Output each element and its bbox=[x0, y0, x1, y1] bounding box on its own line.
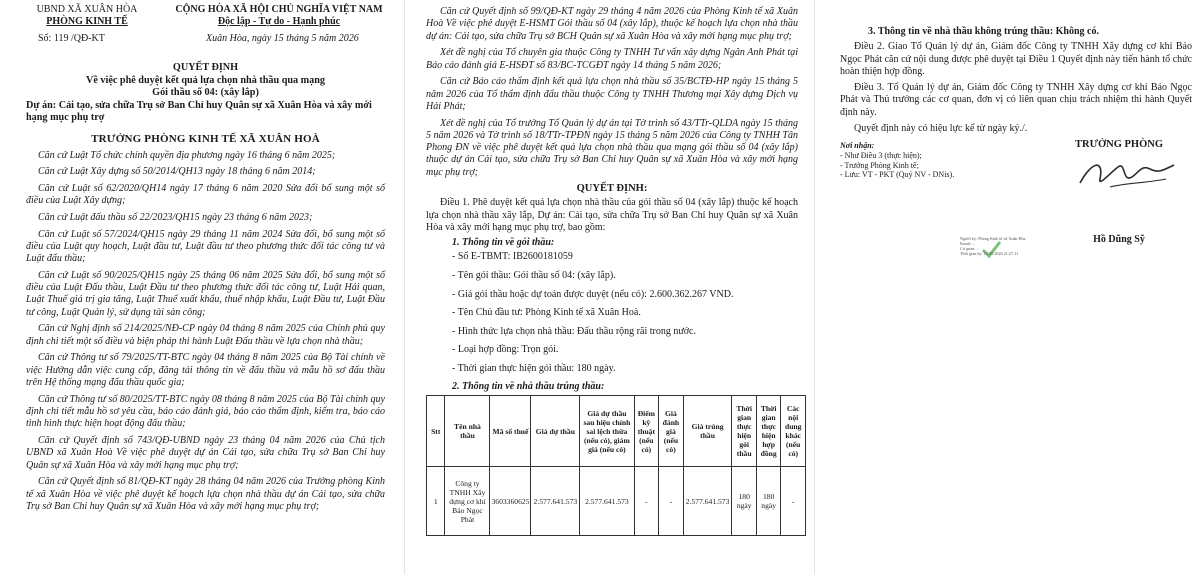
digital-signature-stamp bbox=[960, 236, 1080, 268]
national-title bbox=[164, 4, 394, 28]
legal-basis: Căn cứ Luật số 62/2020/QH14 ngày 17 tháng 6 năm 2020 Sửa đổi bổ sung một số điều của Luật Xây dựng; bbox=[26, 182, 385, 207]
legal-basis: Căn cứ Thông tư số 79/2025/TT-BTC ngày 04 tháng 8 năm 2025 của Bộ Tài chính về việc Hướng dẫn việc cung cấp, đăng tải thông tin về đấu thầu và mẫu hồ sơ đấu thầu trên Hệ thống mạng đấu thầu quốc gia; bbox=[26, 352, 385, 388]
signer-name: Hồ Dũng Sỹ bbox=[1093, 234, 1145, 246]
legal-basis: Căn cứ Quyết định số 743/QĐ-UBND ngày 23 tháng 04 năm 2026 của Chủ tịch UBND xã Xuân Hoà Về việc phê duyệt dự án Cải tạo, sửa chữa Trụ sở Ban Chỉ huy Quân sự xã Xuân Hòa và xây mới hạng mục phụ trợ; bbox=[26, 434, 385, 471]
package-info-item: - Loại hợp đồng: Trọn gói. bbox=[452, 344, 559, 356]
package-info-item: - Hình thức lựa chọn nhà thầu: Đấu thầu rộng rãi trong nước. bbox=[452, 325, 696, 337]
stamp-line: Người ký: Phòng Kinh tế xã Xuân Hòa bbox=[960, 236, 1026, 241]
legal-basis: Xét đề nghị của Tổ chuyên gia thuộc Công ty TNHH Tư vấn xây dựng Ngân Anh Phát tại Báo cáo đánh giá E-HSĐT số 83/BC-TCGĐT ngày 14 tháng 5 năm 2026; bbox=[426, 47, 798, 71]
document-page-1 bbox=[0, 0, 395, 574]
table-header-row bbox=[427, 396, 806, 467]
article-3: Điều 3. Tổ Quản lý dự án, Giám đốc Công ty TNHH Xây dựng cơ khí Bảo Ngọc Phát và Thủ trưởng các cơ quan, đơn vị có liên quan chịu trách nhiệm thi hành Quyết định này. bbox=[840, 82, 1192, 118]
table-cell: 3603360625 bbox=[490, 467, 531, 536]
table-header: Thời gian thực hiện gói thầu bbox=[732, 396, 756, 467]
package-info-list bbox=[426, 251, 798, 375]
legal-basis: Căn cứ Luật số 90/2025/QH15 ngày 25 tháng 06 năm 2025 Sửa đổi, bổ sung một số điều của Luật Đấu thầu, Luật Đầu tư theo phương thức đối tác công tư, Luật Hải quan, Luật Thuế giá trị gia tăng, Luật Thuế xuất khẩu, thuế nhập khẩu, Luật Đầu tư, Luật Đầu tư công, Luật Quản lý, sử dụng tài sản công; bbox=[26, 269, 385, 318]
decision-title: QUYẾT ĐỊNH bbox=[172, 62, 239, 73]
recipients bbox=[840, 141, 1030, 179]
section-package-info: 1. Thông tin về gói thầu: bbox=[452, 237, 555, 249]
table-header: Giá dự thầu sau hiệu chỉnh sai lệch thừa (nếu có), giảm giá (nếu có) bbox=[580, 396, 634, 467]
section-winning-bidder: 2. Thông tin về nhà thầu trúng thầu: bbox=[452, 381, 605, 393]
table-cell: 180 ngày bbox=[732, 467, 756, 536]
handwritten-signature bbox=[1070, 153, 1180, 197]
table-header: Điểm kỹ thuật (nếu có) bbox=[634, 396, 659, 467]
article-1: Điều 1. Phê duyệt kết quả lựa chọn nhà thầu của gói thầu số 04 (xây lắp) thuộc kế hoạch lựa chọn nhà thầu xây lắp, Dự án: Cải tạo, sửa chữa Trụ sở Ban Chỉ huy Quân sự xã Xuân Hòa và xây mới hạng mục phụ trợ, bao gồm: bbox=[426, 197, 798, 234]
document-number: Số: 119 /QĐ-KT bbox=[38, 33, 105, 44]
table-cell: - bbox=[781, 467, 806, 536]
legal-bases-list bbox=[26, 150, 385, 514]
article-2: Điều 2. Giao Tổ Quản lý dự án, Giám đốc Công ty TNHH Xây dựng cơ khí Bảo Ngọc Phát căn cứ nội dung được phê duyệt tại Điều 1 Quyết định này tiến hành tổ chức hoàn thiện hợp đồng. bbox=[840, 41, 1192, 77]
legal-basis: Căn cứ Thông tư số 80/2025/TT-BTC ngày 08 tháng 8 năm 2025 của Bộ Tài chính quy định chi tiết mẫu hồ sơ yêu cầu, báo cáo đánh giá, báo cáo thẩm định, kiểm tra, báo cáo tình hình thực hiện hoạt động đấu thầu; bbox=[26, 393, 385, 430]
package-info-item: - Số E-TBMT: IB2600181059 bbox=[452, 251, 573, 263]
legal-basis: Căn cứ Báo cáo thẩm định kết quả lựa chọn nhà thầu số 35/BCTĐ-HP ngày 15 tháng 5 năm 2026 của Tổ thẩm định đấu thầu thuộc Công ty TNHH Thương mại Xây dựng Dịch vụ Hải Phát; bbox=[426, 76, 798, 112]
table-cell: 2.577.641.573 bbox=[531, 467, 580, 536]
legal-basis: Căn cứ Nghị định số 214/2025/NĐ-CP ngày 04 tháng 8 năm 2025 của Chính phủ quy định chi tiết một số điều và biện pháp thi hành Luật Đấu thầu về lựa chọn nhà thầu; bbox=[26, 323, 385, 347]
project-name: Dự án: Cải tạo, sửa chữa Trụ sở Ban Chỉ huy Quân sự xã Xuân Hòa và xây mới hạng mục phụ trợ bbox=[26, 99, 372, 123]
table-header: Các nội dung khác (nếu có) bbox=[781, 396, 806, 467]
document-page-3 bbox=[822, 0, 1200, 574]
section-losing-bidders: 3. Thông tin về nhà thầu không trúng thầu: Không có. bbox=[868, 26, 1099, 37]
effective-clause: Quyết định này có hiệu lực kể từ ngày ký./. bbox=[854, 123, 1028, 135]
table-header: Giá trúng thầu bbox=[683, 396, 732, 467]
table-header: Giá dự thầu bbox=[531, 396, 580, 467]
legal-basis: Căn cứ Quyết định số 99/QĐ-KT ngày 29 tháng 4 năm 2026 của Phòng Kinh tế xã Xuân Hoà Về việc phê duyệt E-HSMT Gói thầu số 04 (xây lắp), thuộc kế hoạch lựa chọn nhà thầu dự án: Cải tạo, sửa chữa Trụ sở BCH Quân sự xã Xuân Hòa và xây mới hạng mục phụ trợ; bbox=[426, 6, 798, 42]
package-info-item: - Tên gói thầu: Gói thầu số 04: (xây lắp). bbox=[452, 269, 616, 281]
org-line-2: PHÒNG KINH TẾ bbox=[46, 16, 128, 27]
page-divider bbox=[404, 0, 405, 574]
legal-basis: Căn cứ Luật đấu thầu số 22/2023/QH15 ngày 23 tháng 6 năm 2023; bbox=[38, 211, 313, 223]
place-date: Xuân Hòa, ngày 15 tháng 5 năm 2026 bbox=[206, 33, 359, 44]
stamp-line: Thời gian ký: 15.05.2026 21:27:11 bbox=[960, 251, 1019, 256]
stamp-line: Cơ quan: ... bbox=[960, 246, 980, 251]
stamp-line: Email: ... bbox=[960, 241, 976, 246]
recipient-item: - Lưu: VT - PKT (Quý NV - DNis). bbox=[840, 170, 955, 180]
table-cell: - bbox=[634, 467, 659, 536]
decision-continuation bbox=[840, 26, 1192, 135]
issuing-organization bbox=[28, 4, 146, 28]
package-name: Gói thầu số 04: (xây lắp) bbox=[152, 87, 259, 98]
table-cell: 1 bbox=[427, 467, 445, 536]
package-info-item: - Thời gian thực hiện gói thầu: 180 ngày. bbox=[452, 362, 616, 374]
winning-bidder-table bbox=[426, 395, 806, 536]
issuer-heading: TRƯỞNG PHÒNG KINH TẾ XÃ XUÂN HOÀ bbox=[91, 132, 320, 145]
table-cell: - bbox=[659, 467, 684, 536]
recipient-item: - Trưởng Phòng Kinh tế; bbox=[840, 160, 919, 170]
table-cell: 180 ngày bbox=[756, 467, 780, 536]
signature-block bbox=[840, 139, 1192, 299]
page-divider bbox=[814, 0, 815, 574]
legal-basis: Xét đề nghị của Tổ trưởng Tổ Quản lý dự án tại Tờ trình số 43/TTr-QLDA ngày 15 tháng 5 năm 2026 và Tờ trình số 18/TTr-TPĐN ngày 15 tháng 5 năm 2026 của Công ty TNHH Tân Phong ĐN về việc phê duyệt kết quả lựa chọn nhà thầu qua mạng gói thầu số 04 (xây lắp) thuộc dự án Cải tạo, sửa chữa Trụ sở Ban Chỉ huy Quân sự xã Xuân Hòa và xây mới hạng mục phụ trợ; bbox=[426, 117, 798, 178]
table-header: Tên nhà thầu bbox=[445, 396, 490, 467]
legal-basis: Căn cứ Luật Tổ chức chính quyền địa phương ngày 16 tháng 6 năm 2025; bbox=[38, 149, 336, 161]
table-header: Stt bbox=[427, 396, 445, 467]
decision-subtitle: Về việc phê duyệt kết quả lựa chọn nhà thầu qua mạng bbox=[85, 74, 326, 86]
table-row bbox=[427, 467, 806, 536]
signer-title: TRƯỞNG PHÒNG bbox=[1075, 139, 1163, 151]
national-motto: Độc lập - Tự do - Hạnh phúc bbox=[217, 16, 341, 27]
package-info-item: - Tên Chủ đầu tư: Phòng Kinh tế xã Xuân Hoà. bbox=[452, 307, 641, 319]
document-page-2 bbox=[412, 0, 806, 574]
table-header: Giá đánh giá (nếu có) bbox=[659, 396, 684, 467]
table-cell: 2.577.641.573 bbox=[580, 467, 634, 536]
table-header: Thời gian thực hiện hợp đồng bbox=[756, 396, 780, 467]
org-line-1: UBND XÃ XUÂN HÒA bbox=[36, 4, 138, 15]
table-header: Mã số thuế bbox=[490, 396, 531, 467]
document-header bbox=[26, 0, 385, 62]
legal-basis: Căn cứ Luật Xây dựng số 50/2014/QH13 ngày 18 tháng 6 năm 2014; bbox=[38, 166, 316, 178]
recipients-title: Nơi nhận: bbox=[840, 141, 875, 151]
legal-basis: Căn cứ Luật số 57/2024/QH15 ngày 29 tháng 11 năm 2024 Sửa đổi, bổ sung một số điều của Luật quy hoạch, Luật đầu tư, Luật đầu tư theo phương thức đối tác công tư và Luật đấu thầu; bbox=[26, 228, 385, 265]
decision-heading: QUYẾT ĐỊNH: bbox=[576, 183, 648, 195]
table-cell: Công ty TNHH Xây dựng cơ khí Bảo Ngọc Phát bbox=[445, 467, 490, 536]
legal-basis: Căn cứ Quyết định số 81/QĐ-KT ngày 28 tháng 04 năm 2026 của Trưởng phòng Kinh tế xã Xuân Hòa về việc phê duyệt kế hoạch lựa chọn nhà thầu dự án Cải tạo, sửa chữa Trụ sở Ban Chỉ huy Quân sự xã Xuân Hòa và xây mới hạng mục phụ trợ; bbox=[26, 476, 385, 512]
table-cell: 2.577.641.573 bbox=[683, 467, 732, 536]
country-name: CỘNG HÒA XÃ HỘI CHỦ NGHĨA VIỆT NAM bbox=[175, 4, 383, 15]
recipient-item: - Như Điều 3 (thực hiện); bbox=[840, 150, 922, 160]
package-info-item: - Giá gói thầu hoặc dự toán được duyệt (nếu có): 2.600.362.267 VND. bbox=[452, 288, 734, 300]
